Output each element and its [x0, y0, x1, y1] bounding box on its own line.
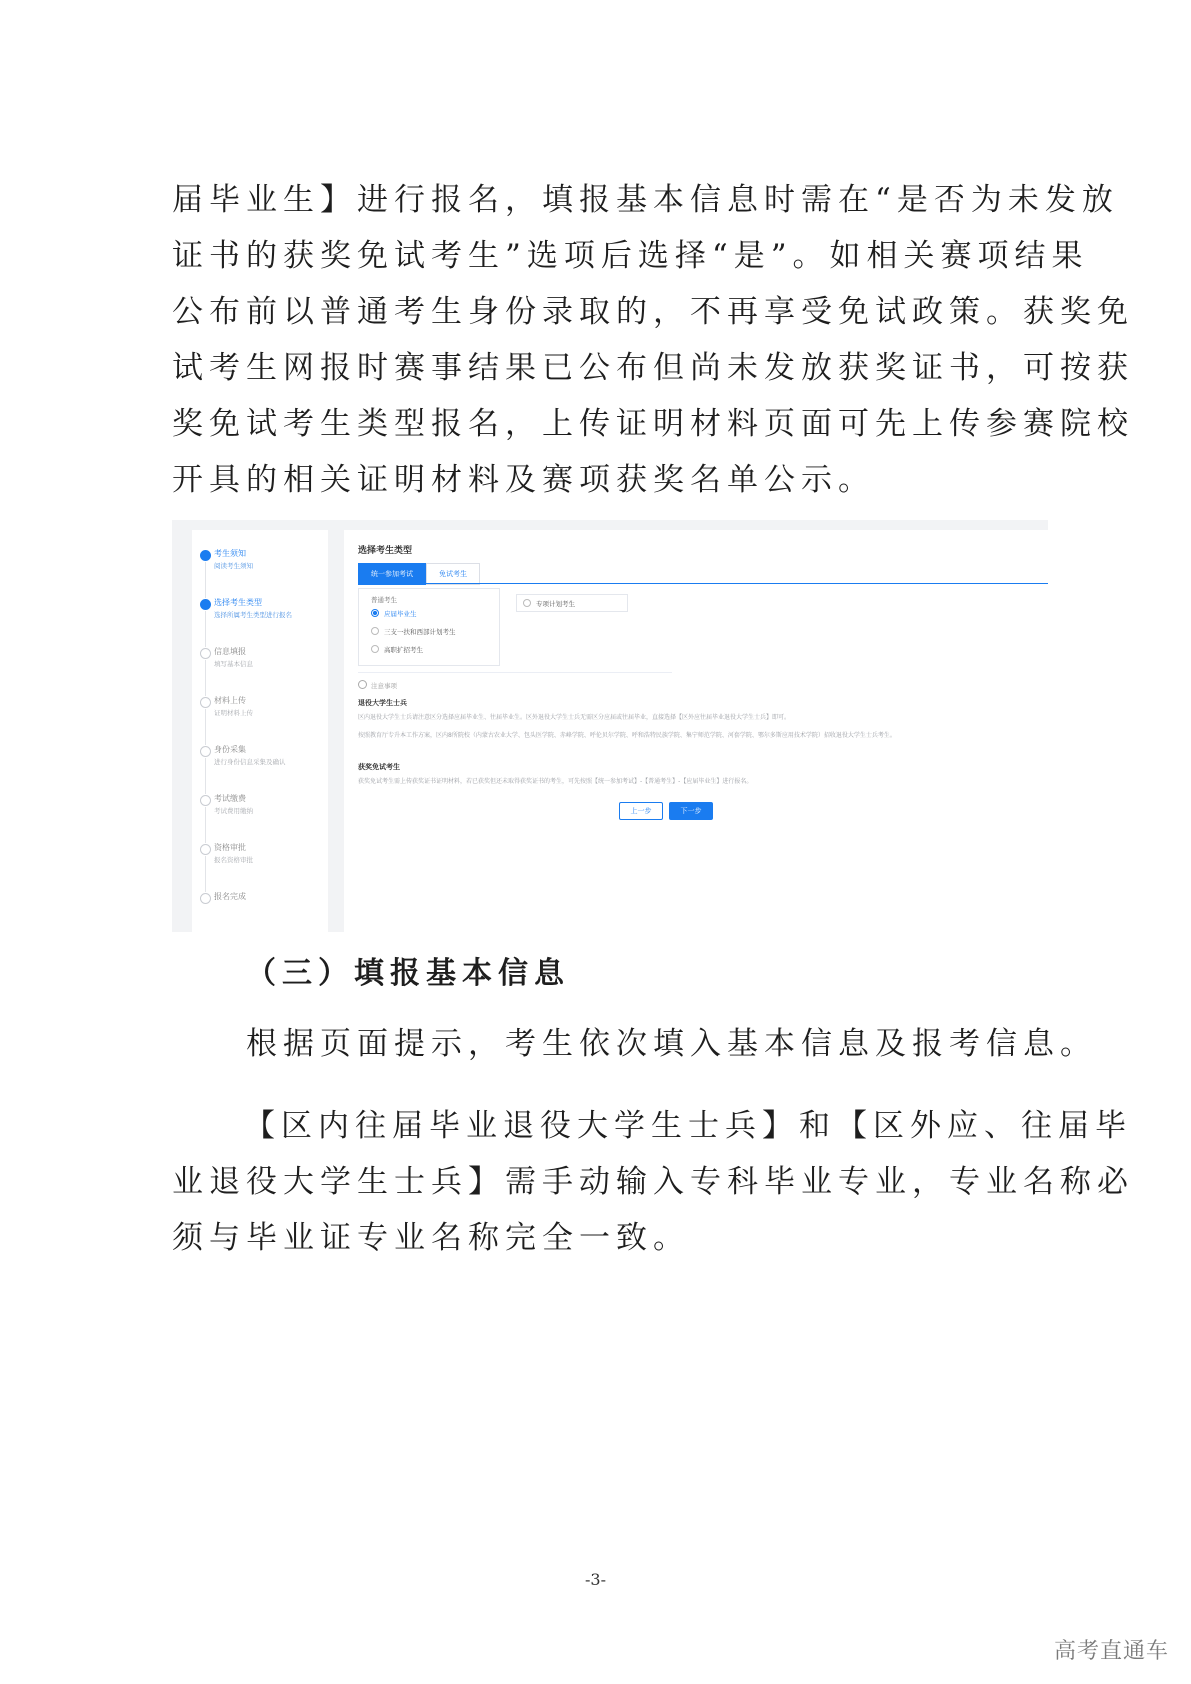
radio-icon	[371, 645, 379, 653]
paragraph-3	[172, 1098, 1134, 1266]
group-title: 普通考生	[371, 596, 397, 604]
section-text: 获奖免试考生需上传获奖证书证明材料，若已获奖但还未取得获奖证书的考生，可先按照【统一参加考试】-【普通考生】-【应届毕业生】进行报名。	[358, 778, 753, 785]
step-dot-icon	[200, 550, 211, 561]
paragraph-line: 届毕业生】进行报名，填报基本信息时需在“是否为未发放	[172, 182, 1119, 218]
paragraph-line: 试考生网报时赛事结果已公布但尚未发放获奖证书，可按获	[172, 350, 1134, 386]
next-button[interactable]: 下一步	[669, 802, 713, 820]
step-dot-icon	[200, 599, 211, 610]
step-subtitle: 证明材料上传	[214, 709, 253, 717]
step-title: 考生须知	[214, 549, 246, 558]
section-heading-3: （三）填报基本信息	[246, 956, 570, 991]
notes-label: 注意事项	[358, 680, 397, 690]
step-title: 资格审批	[214, 843, 246, 852]
radio-option[interactable]: 三支一扶和西部计划考生	[371, 627, 456, 636]
paragraph-line: 公布前以普通考生身份录取的，不再享受免试政策。获奖免	[172, 294, 1134, 330]
prev-button[interactable]: 上一步	[619, 802, 663, 820]
tab-bar	[358, 563, 480, 583]
special-plan-group	[516, 594, 628, 612]
section-heading: 退役大学生士兵	[358, 699, 407, 707]
embedded-screenshot	[172, 520, 1048, 932]
step-subtitle: 报名资格审批	[214, 856, 253, 864]
radio-option[interactable]: 高职扩招考生	[371, 645, 423, 654]
step-dot-icon	[200, 844, 211, 855]
radio-option[interactable]: 应届毕业生	[371, 609, 417, 618]
step-dot-icon	[200, 648, 211, 659]
regular-candidate-group	[358, 588, 500, 666]
paragraph-line: 开具的相关证明材料及赛项获奖名单公示。	[172, 462, 875, 498]
step-title: 报名完成	[214, 892, 246, 901]
paragraph-line: 【区内往届毕业退役大学生士兵】和【区外应、往届毕	[244, 1108, 1132, 1144]
step-subtitle: 进行身份信息采集及确认	[214, 758, 286, 766]
paragraph-1	[172, 172, 1134, 508]
radio-option[interactable]: 专项计划考生	[523, 599, 575, 608]
section-text: 按照教育厅专升本工作方案，区内8所院校（内蒙古农业大学、包头医学院、赤峰学院、呼伦贝尔学院、呼和浩特民族学院、集宁师范学院、河套学院、鄂尔多斯应用技术学院）招收退役大学生士兵考生。	[358, 732, 896, 739]
tab-exempt[interactable]: 免试考生	[426, 563, 480, 585]
watermark: 高考直通车	[1053, 1639, 1169, 1664]
section-text: 区内退役大学生士兵请注意区分选择应届毕业生、往届毕业生。区外退役大学生士兵无需区分应届或往届毕业，直接选择【区外应往届毕业退役大学生士兵】即可。	[358, 714, 791, 721]
step-title: 信息填报	[214, 647, 246, 656]
paragraph-2: 根据页面提示，考生依次填入基本信息及报考信息。	[246, 1026, 1097, 1062]
tab-unified-exam[interactable]: 统一参加考试	[358, 563, 426, 585]
step-title: 选择考生类型	[214, 598, 262, 607]
step-title: 身份采集	[214, 745, 246, 754]
radio-icon	[371, 627, 379, 635]
panel-title: 选择考生类型	[358, 546, 413, 556]
page-number: -3-	[585, 1570, 606, 1589]
step-dot-icon	[200, 893, 211, 904]
section-heading: 获奖免试考生	[358, 763, 400, 771]
step-dot-icon	[200, 697, 211, 708]
step-subtitle: 选择所属考生类型进行报名	[214, 611, 292, 619]
paragraph-line: 须与毕业证专业名称完全一致。	[172, 1220, 690, 1256]
step-title: 材料上传	[214, 696, 246, 705]
step-sidebar	[192, 530, 328, 932]
paragraph-line: 证书的获奖免试考生”选项后选择“是”。如相关赛项结果	[172, 238, 1089, 274]
paragraph-line: 业退役大学生士兵】需手动输入专科毕业专业，专业名称必	[172, 1164, 1134, 1200]
step-title: 考试缴费	[214, 794, 246, 803]
radio-icon	[371, 609, 379, 617]
paragraph-line: 奖免试考生类型报名，上传证明材料页面可先上传参赛院校	[172, 406, 1134, 442]
step-dot-icon	[200, 795, 211, 806]
radio-icon	[523, 599, 531, 607]
info-icon	[358, 680, 367, 689]
step-subtitle: 填写基本信息	[214, 660, 253, 668]
main-panel	[344, 530, 1048, 932]
step-dot-icon	[200, 746, 211, 757]
step-subtitle: 考试费用缴纳	[214, 807, 253, 815]
step-subtitle: 阅读考生须知	[214, 562, 253, 570]
